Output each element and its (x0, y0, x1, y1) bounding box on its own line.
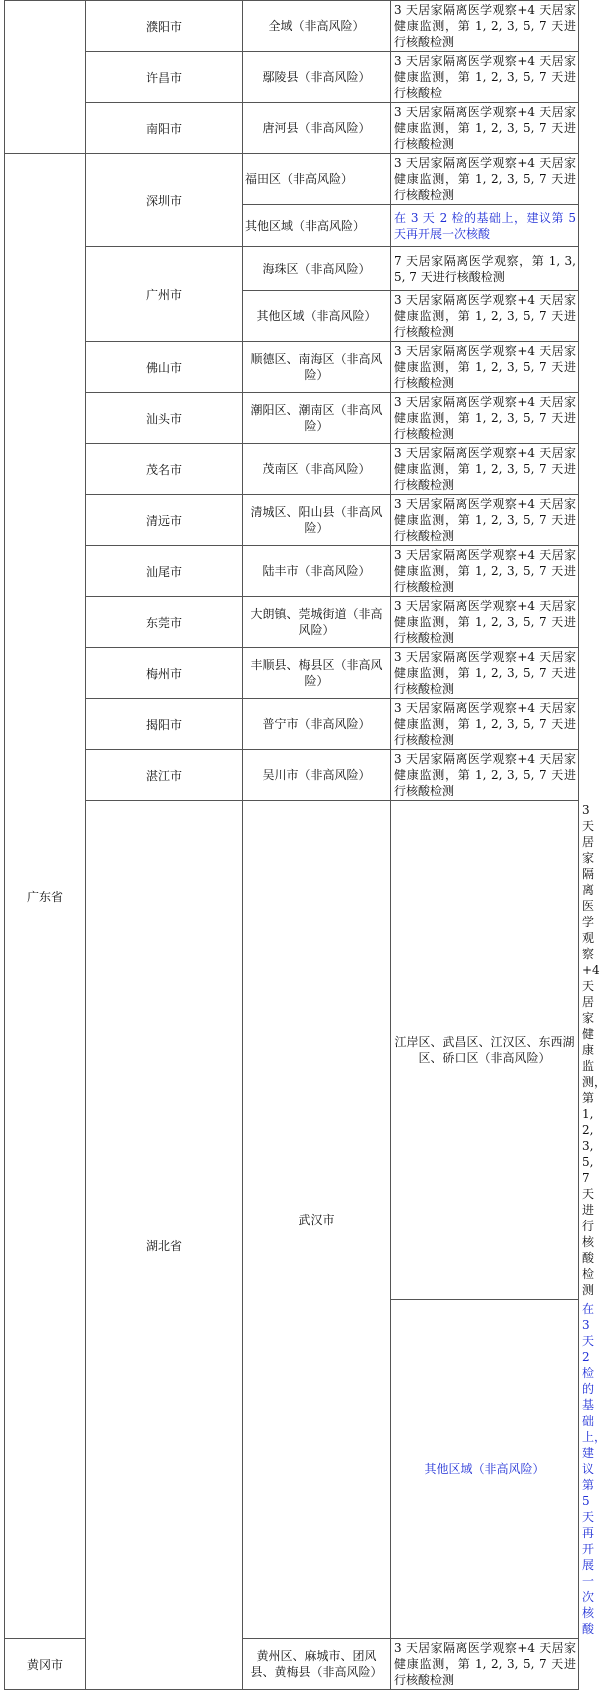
table-row (5, 1, 579, 52)
city-cell: 东莞市 (86, 597, 243, 648)
city-cell: 茂名市 (86, 444, 243, 495)
table-row (5, 444, 579, 495)
measure-cell: 3 天居家隔离医学观察+4 天居家健康监测，第 1, 2, 3, 5, 7 天进行核酸检测 (391, 103, 579, 154)
area-cell: 茂南区（非高风险） (243, 444, 391, 495)
city-cell: 佛山市 (86, 342, 243, 393)
measure-cell: 3 天居家隔离医学观察+4 天居家健康监测，第 1, 2, 3, 5, 7 天进行核酸检测 (391, 495, 579, 546)
table-row (5, 52, 579, 103)
table-row (5, 750, 579, 801)
area-cell: 鄢陵县（非高风险） (243, 52, 391, 103)
measure-cell-highlight: 在 3 天 2 检的基础上，建议第 5 天再开展一次核酸 (391, 205, 579, 247)
city-cell: 梅州市 (86, 648, 243, 699)
table-row (5, 597, 579, 648)
area-cell: 大朗镇、莞城街道（非高风险） (243, 597, 391, 648)
city-cell: 广州市 (86, 247, 243, 342)
table-row (5, 546, 579, 597)
city-cell: 清远市 (86, 495, 243, 546)
measure-cell: 7 天居家隔离医学观察，第 1, 3, 5, 7 天进行核酸检测 (391, 247, 579, 291)
measure-text: 3 天居家隔离医学观察+4 天居家健康监测，第 1, 2, 3, 5, 7 天进行核酸检测 (394, 3, 576, 49)
area-cell: 陆丰市（非高风险） (243, 546, 391, 597)
area-cell: 黄州区、麻城市、团风县、黄梅县（非高风险） (243, 1639, 391, 1690)
city-cell: 南阳市 (86, 103, 243, 154)
table-row (5, 648, 579, 699)
city-cell: 汕头市 (86, 393, 243, 444)
measure-cell: 3 天居家隔离医学观察+4 天居家健康监测，第 1, 2, 3, 5, 7 天进行核酸检测 (391, 597, 579, 648)
province-cell: 广东省 (5, 154, 86, 1639)
area-cell: 清城区、阳山县（非高风险） (243, 495, 391, 546)
risk-area-table (4, 0, 606, 1690)
table-row: 其他区域（非高风险） 在 3 天 2 检的基础上，建议第 5 天再开展一次核酸 (5, 1300, 579, 1639)
area-cell: 普宁市（非高风险） (243, 699, 391, 750)
city-cell: 黄冈市 (5, 1639, 86, 1690)
measure-cell: 3 天居家隔离医学观察+4 天居家健康监测，第 1, 2, 3, 5, 7 天进行核酸检测 (391, 154, 579, 205)
area-cell: 潮阳区、潮南区（非高风险） (243, 393, 391, 444)
area-cell: 江岸区、武昌区、江汉区、东西湖区、硚口区（非高风险） (391, 801, 579, 1300)
measure-cell: 3 天居家隔离医学观察+4 天居家健康监测，第 1, 2, 3, 5, 7 天进行核酸检测 (391, 648, 579, 699)
measure-cell: 3 天居家隔离医学观察+4 天居家健康监测，第 1, 2, 3, 5, 7 天进行核酸检测 (391, 546, 579, 597)
province-cell-blank (5, 1, 86, 154)
area-cell: 海珠区（非高风险） (243, 247, 391, 291)
city-cell: 湛江市 (86, 750, 243, 801)
city-cell: 武汉市 (243, 801, 391, 1639)
measure-cell: 3 天居家隔离医学观察+4 天居家健康监测，第 1, 2, 3, 5, 7 天进行核酸检测 (391, 699, 579, 750)
city-cell: 许昌市 (86, 52, 243, 103)
area-cell: 其他区域（非高风险） (243, 291, 391, 342)
table-row: 湖北省 武汉市 江岸区、武昌区、江汉区、东西湖区、硚口区（非高风险） 3 天居家隔离医学观察+4 天居家健康监测，第 1, 2, 3, 5, 7 天进行核酸检测 (5, 801, 579, 1300)
measure-cell: 3 天居家隔离医学观察+4 天居家健康监测，第 1, 2, 3, 5, 7 天进行核酸检 (391, 52, 579, 103)
area-cell-highlight: 其他区域（非高风险） (391, 1300, 579, 1639)
table-row (5, 154, 579, 205)
area-cell: 丰顺县、梅县区（非高风险） (243, 648, 391, 699)
area-cell: 福田区（非高风险） (243, 154, 391, 205)
area-cell: 顺德区、南海区（非高风险） (243, 342, 391, 393)
city-cell: 汕尾市 (86, 546, 243, 597)
table-row (5, 342, 579, 393)
area-cell: 其他区域（非高风险） (243, 205, 391, 247)
city-cell: 深圳市 (86, 154, 243, 247)
measure-cell (391, 1, 579, 52)
measure-cell: 3 天居家隔离医学观察+4 天居家健康监测，第 1, 2, 3, 5, 7 天进行核酸检测 (391, 291, 579, 342)
measure-cell: 3 天居家隔离医学观察+4 天居家健康监测，第 1, 2, 3, 5, 7 天进行核酸检测 (391, 750, 579, 801)
table-row (5, 247, 579, 291)
area-cell: 唐河县（非高风险） (243, 103, 391, 154)
measure-cell: 3 天居家隔离医学观察+4 天居家健康监测，第 1, 2, 3, 5, 7 天进行核酸检测 (391, 342, 579, 393)
table-row (5, 103, 579, 154)
city-cell: 揭阳市 (86, 699, 243, 750)
table-row (5, 393, 579, 444)
measure-cell: 3 天居家隔离医学观察+4 天居家健康监测，第 1, 2, 3, 5, 7 天进行核酸检测 (391, 1639, 579, 1690)
province-cell: 湖北省 (86, 801, 243, 1690)
city-cell: 濮阳市 (86, 1, 243, 52)
measure-cell: 3 天居家隔离医学观察+4 天居家健康监测，第 1, 2, 3, 5, 7 天进行核酸检测 (391, 444, 579, 495)
table-row (5, 495, 579, 546)
measure-cell: 3 天居家隔离医学观察+4 天居家健康监测，第 1, 2, 3, 5, 7 天进行核酸检测 (391, 393, 579, 444)
table-row (5, 699, 579, 750)
area-cell: 吴川市（非高风险） (243, 750, 391, 801)
area-cell: 全域（非高风险） (243, 1, 391, 52)
